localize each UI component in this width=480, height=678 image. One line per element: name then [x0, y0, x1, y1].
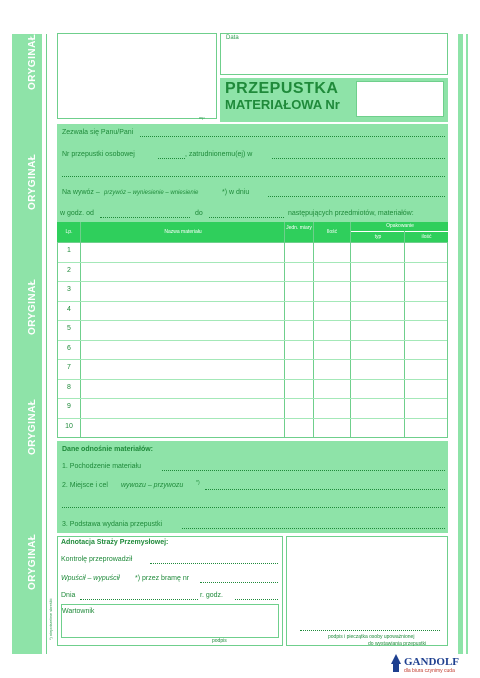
- hour-label-2: r. godz.: [200, 592, 223, 599]
- destination-label: 2. Miejsce i cel: [62, 482, 108, 489]
- col-packaging-type: typ: [374, 234, 382, 240]
- destination-line-2[interactable]: [62, 507, 445, 508]
- vertical-label-original: ORYGINAŁ: [27, 278, 38, 335]
- number-field[interactable]: [356, 81, 444, 117]
- vertical-label-original: ORYGINAŁ: [27, 153, 38, 210]
- table-row[interactable]: [81, 263, 447, 281]
- material-data-panel: [57, 441, 448, 533]
- footnote: *) niepotrzebne skreślić: [48, 598, 53, 640]
- right-border-line: [466, 34, 468, 654]
- pass-number-label: Nr przepustki osobowej: [62, 151, 135, 158]
- date-label: Data: [226, 35, 239, 41]
- hour-from-line[interactable]: [100, 217, 190, 218]
- export-label: Na wywóz –: [62, 189, 100, 196]
- row-number: 2: [67, 266, 71, 274]
- brand-logo: GANDOLF: [404, 656, 459, 668]
- stamp-box: [57, 33, 217, 119]
- security-heading: Adnotacja Straży Przemysłowej:: [61, 539, 169, 546]
- basis-label: 3. Podstawa wydania przepustki: [62, 521, 162, 528]
- packaging-divider: [351, 231, 448, 232]
- vertical-label-original: ORYGINAŁ: [27, 33, 38, 90]
- table-row[interactable]: [81, 380, 447, 398]
- form-title: PRZEPUSTKA: [225, 80, 339, 97]
- inspected-line[interactable]: [150, 563, 278, 564]
- signature-line: [300, 630, 440, 631]
- basis-line[interactable]: [182, 528, 445, 529]
- row-number: 1: [67, 247, 71, 254]
- row-number: 7: [67, 364, 71, 371]
- col-material-name: Nazwa materiału: [164, 229, 202, 235]
- table-row[interactable]: [81, 419, 447, 437]
- gate-line[interactable]: [200, 582, 278, 583]
- table-row[interactable]: [81, 360, 447, 378]
- allow-label: Zezwala się Panu/Pani: [62, 129, 134, 136]
- table-row[interactable]: [81, 399, 447, 417]
- table-row[interactable]: [81, 282, 447, 300]
- col-quantity: Ilość: [326, 229, 338, 235]
- origin-line[interactable]: [162, 470, 445, 471]
- date-box[interactable]: [220, 33, 448, 75]
- destination-line[interactable]: [205, 489, 445, 490]
- origin-label: 1. Pochodzenie materiału: [62, 463, 141, 470]
- row-number: 6: [67, 344, 71, 352]
- mp-label: mp: [199, 115, 205, 120]
- col-packaging: Opakowanie: [386, 223, 414, 229]
- pass-number-line[interactable]: [158, 158, 185, 159]
- wizard-logo-icon: [390, 654, 402, 672]
- table-row[interactable]: [81, 321, 447, 339]
- day-label-2: Dnia: [61, 592, 76, 599]
- day-line[interactable]: [268, 196, 445, 197]
- form-subtitle: MATERIAŁOWA Nr: [225, 97, 340, 112]
- table-row[interactable]: [81, 243, 447, 261]
- table-row[interactable]: [81, 302, 447, 320]
- destination-options: wywozu – przywozu: [121, 482, 184, 489]
- row-number: 9: [67, 403, 71, 410]
- warden-label: Wartownik: [62, 608, 95, 615]
- signature-caption-1: podpis i pieczątka osoby upoważnionej: [328, 634, 415, 640]
- vertical-label-original: ORYGINAŁ: [27, 533, 38, 590]
- row-number: 3: [67, 286, 71, 293]
- material-data-heading: Dane odnośnie materiałów:: [62, 446, 154, 453]
- vertical-label-original: ORYGINAŁ: [27, 398, 38, 455]
- row-number: 10: [65, 422, 73, 430]
- hour-line-2[interactable]: [235, 599, 278, 600]
- col-packaging-qty: ilość: [421, 234, 432, 240]
- export-options: przywóz – wyniesienie – wniesienie: [104, 190, 199, 196]
- employed-label: , zatrudnionemu(ej) w: [185, 151, 253, 158]
- employer-line[interactable]: [272, 158, 445, 159]
- items-label: następujących przedmiotów, materiałów:: [288, 210, 414, 217]
- warden-sign-label: podpis: [212, 638, 227, 644]
- row-number: 8: [67, 383, 71, 391]
- hour-from-label: w godz. od: [60, 210, 94, 217]
- permit-details-panel: [57, 124, 448, 222]
- signature-caption-2: do wystawiania przepustki: [368, 641, 427, 647]
- gate-label: *) przez bramę nr: [135, 575, 190, 582]
- inspected-label: Kontrolę przeprowadził: [61, 556, 133, 563]
- gate-options: Wpuścił – wypuścił: [61, 575, 120, 582]
- row-number: 4: [67, 305, 71, 313]
- brand-tagline: dla biura czynimy cuda: [404, 668, 455, 674]
- col-lp: Lp.: [65, 229, 73, 235]
- day-line-2[interactable]: [80, 599, 198, 600]
- destination-footnote: *): [196, 480, 200, 486]
- hour-to-label: do: [195, 210, 203, 217]
- table-row[interactable]: [81, 341, 447, 359]
- name-line[interactable]: [140, 136, 445, 137]
- employer-line-2[interactable]: [62, 176, 445, 177]
- col-unit: Jedn. miary: [286, 225, 312, 231]
- left-divider-line: [46, 34, 47, 654]
- right-border-bar: [458, 34, 463, 654]
- row-number: 5: [67, 325, 71, 332]
- hour-to-line[interactable]: [209, 217, 284, 218]
- day-label: *) w dniu: [222, 189, 250, 196]
